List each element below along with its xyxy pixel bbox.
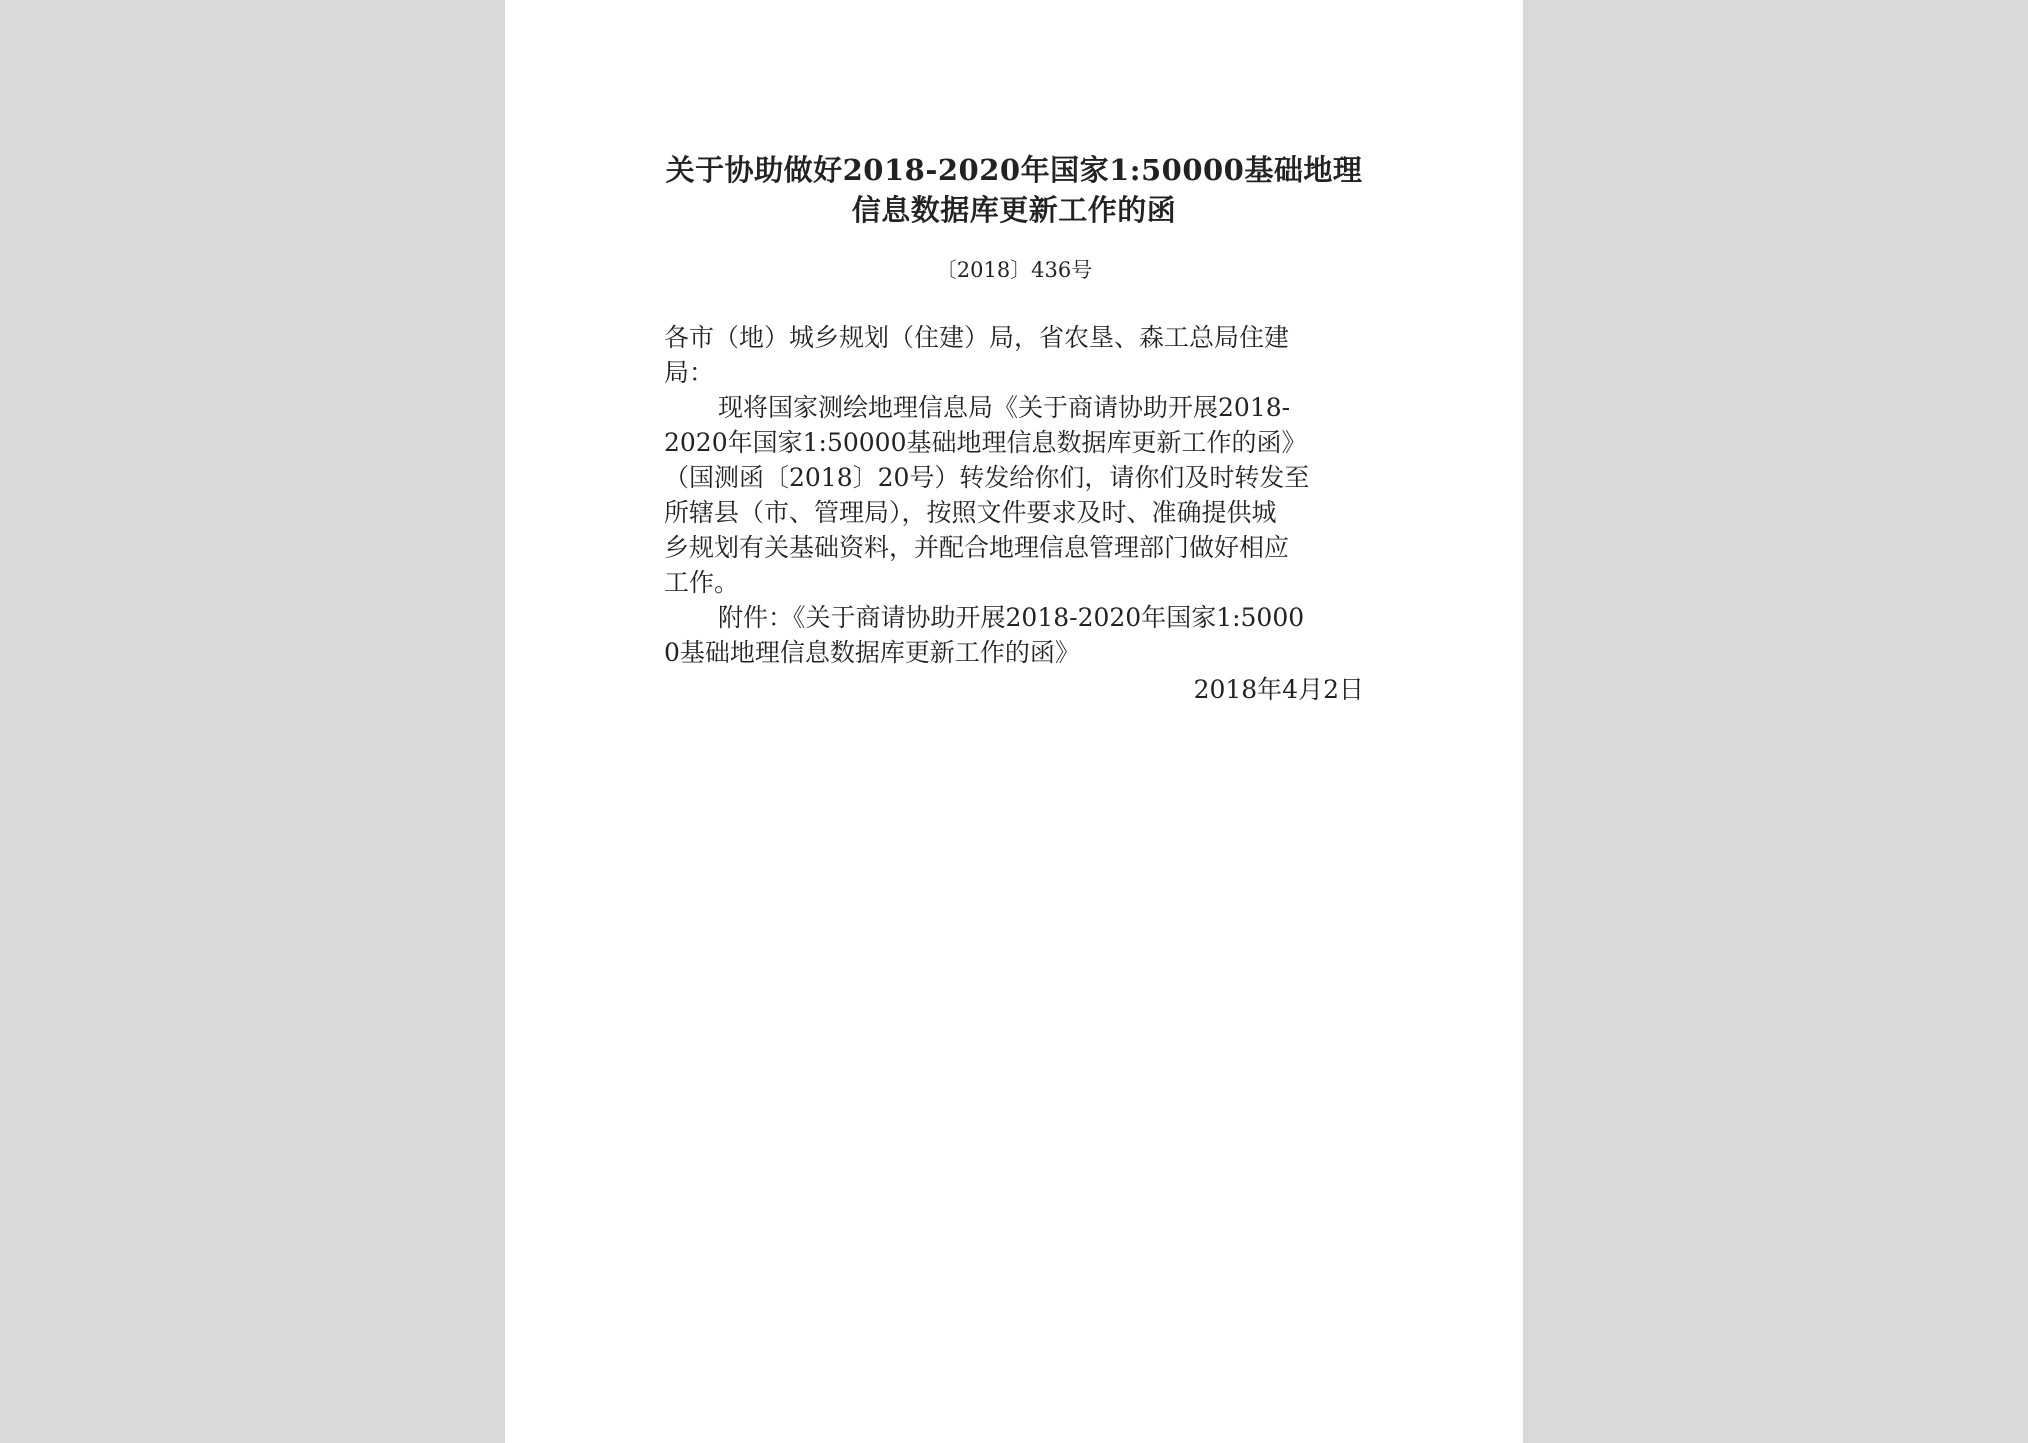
document-date: 2018年4月2日 bbox=[1193, 675, 1364, 704]
body-line-addressee-1: 各市（地）城乡规划（住建）局，省农垦、森工总局住建 bbox=[664, 323, 1290, 352]
document-body bbox=[664, 320, 1364, 707]
body-line-paragraph-1: 现将国家测绘地理信息局《关于商请协助开展2018- bbox=[718, 393, 1291, 422]
body-line-paragraph-2: 2020年国家1:50000基础地理信息数据库更新工作的函》 bbox=[664, 428, 1307, 457]
body-line-paragraph-6: 工作。 bbox=[664, 568, 740, 597]
document-page bbox=[505, 0, 1523, 1443]
body-line-addressee-2: 局： bbox=[664, 358, 715, 387]
body-line-attachment-2: 0基础地理信息数据库更新工作的函》 bbox=[664, 638, 1080, 667]
body-line-paragraph-4: 所辖县（市、管理局），按照文件要求及时、准确提供城 bbox=[664, 498, 1277, 527]
title-line-1: 关于协助做好2018-2020年国家1:50000基础地理 bbox=[665, 153, 1363, 187]
body-line-paragraph-5: 乡规划有关基础资料，并配合地理信息管理部门做好相应 bbox=[664, 533, 1290, 562]
body-line-paragraph-3: （国测函〔2018〕20号）转发给你们，请你们及时转发至 bbox=[664, 463, 1310, 492]
document-number: 〔2018〕436号 bbox=[935, 258, 1093, 282]
body-line-attachment-1: 附件：《关于商请协助开展2018-2020年国家1:5000 bbox=[718, 603, 1305, 632]
title-line-2: 信息数据库更新工作的函 bbox=[851, 193, 1177, 227]
document-title bbox=[505, 150, 1523, 230]
